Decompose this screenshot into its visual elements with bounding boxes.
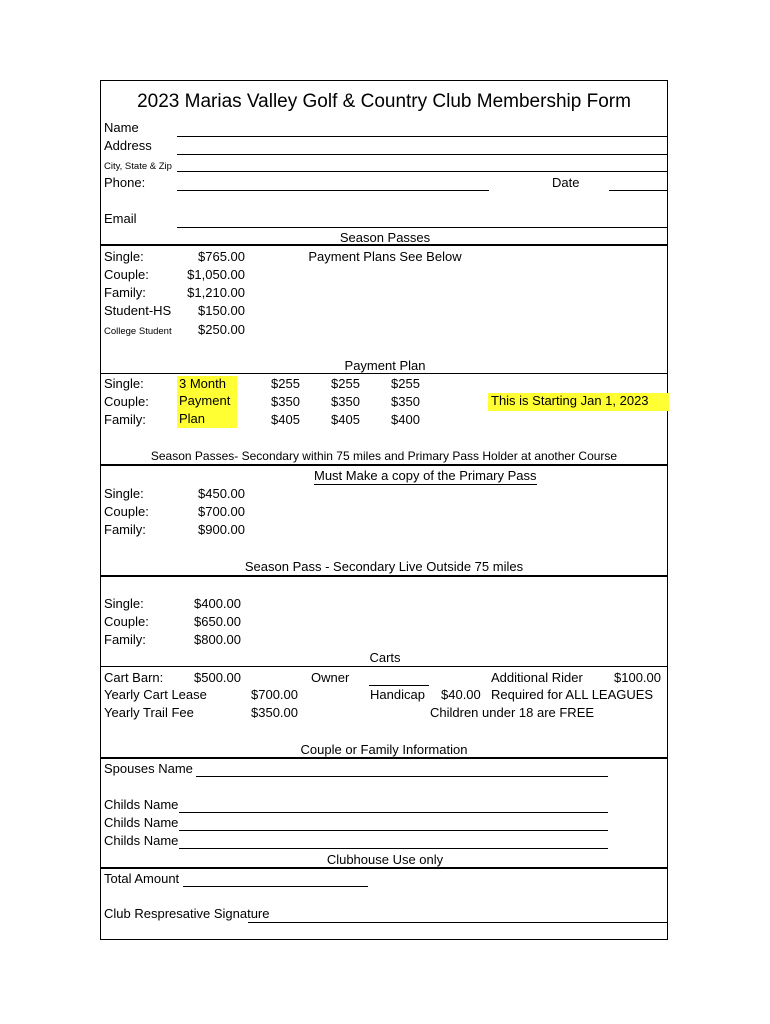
section-divider (101, 575, 667, 577)
handicap-price: $40.00 (441, 687, 481, 702)
membership-form (100, 80, 668, 940)
address-label: Address (104, 138, 152, 153)
secondary-row-label: Couple: (104, 504, 149, 519)
plan-highlight: Plan (177, 411, 237, 428)
plan-row-label: Single: (104, 376, 144, 391)
plan-price: $350 (271, 394, 300, 409)
payment-plan-heading: Payment Plan (344, 358, 426, 373)
season-passes-heading: Season Passes (339, 230, 431, 245)
season-row-price: $250.00 (198, 322, 245, 337)
season-row-price: $1,210.00 (187, 285, 245, 300)
spouse-label: Spouses Name (104, 761, 193, 776)
owner-label: Owner (311, 670, 350, 685)
email-field[interactable] (177, 227, 667, 228)
child-label: Childs Name (104, 833, 179, 848)
season-row-price: $1,050.00 (187, 267, 245, 282)
address-field[interactable] (177, 154, 667, 155)
section-divider (101, 757, 667, 759)
section-divider (101, 244, 667, 246)
plan-price: $405 (271, 412, 300, 427)
season-row-label: Family: (104, 285, 146, 300)
plan-row-label: Couple: (104, 394, 149, 409)
trail-fee-label: Yearly Trail Fee (104, 705, 194, 720)
season-row-label: Couple: (104, 267, 149, 282)
season-passes-subheading: Payment Plans See Below (308, 249, 462, 264)
name-label: Name (104, 120, 139, 135)
plan-price: $350 (331, 394, 360, 409)
clubhouse-heading: Clubhouse Use only (326, 852, 444, 867)
children-note: Children under 18 are FREE (430, 705, 595, 720)
handicap-label: Handicap (370, 687, 425, 702)
total-amount-field[interactable] (183, 886, 368, 887)
phone-field[interactable] (177, 190, 489, 191)
page-title: 2023 Marias Valley Golf & Country Club Membership Form (137, 91, 631, 112)
outside-row-label: Family: (104, 632, 146, 647)
secondary-row-label: Family: (104, 522, 146, 537)
secondary-row-price: $700.00 (198, 504, 245, 519)
child-name-field[interactable] (179, 812, 608, 813)
signature-label: Club Respresative Signature (104, 906, 270, 921)
plan-price: $405 (331, 412, 360, 427)
city-field[interactable] (177, 171, 667, 172)
child-name-field[interactable] (179, 830, 608, 831)
cart-barn-label: Cart Barn: (104, 670, 164, 685)
plan-price: $255 (391, 376, 420, 391)
phone-label: Phone: (104, 175, 146, 190)
plan-price: $400 (391, 412, 420, 427)
handicap-note: Required for ALL LEAGUES (491, 687, 654, 702)
plan-price: $255 (271, 376, 300, 391)
trail-fee-price: $350.00 (251, 705, 298, 720)
plan-price: $255 (331, 376, 360, 391)
section-divider (101, 464, 667, 466)
secondary-row-label: Single: (104, 486, 144, 501)
outside-row-label: Single: (104, 596, 144, 611)
outside-row-price: $650.00 (194, 614, 241, 629)
season-row-label: College Student (104, 326, 172, 337)
secondary-row-price: $900.00 (198, 522, 245, 537)
family-info-heading: Couple or Family Information (300, 742, 468, 757)
child-label: Childs Name (104, 797, 179, 812)
secondary-outside-heading: Season Pass - Secondary Live Outside 75 miles (244, 559, 524, 574)
secondary-within-heading: Season Passes- Secondary within 75 miles and Primary Pass Holder at another Course (150, 449, 618, 463)
date-field[interactable] (609, 190, 667, 191)
season-row-price: $765.00 (198, 249, 245, 264)
plan-highlight: Payment (177, 393, 237, 411)
child-name-field[interactable] (179, 848, 608, 849)
season-row-label: Single: (104, 249, 144, 264)
carts-heading: Carts (369, 650, 401, 665)
section-divider (101, 867, 667, 869)
additional-rider-label: Additional Rider (491, 670, 583, 685)
yearly-lease-price: $700.00 (251, 687, 298, 702)
date-label: Date (552, 175, 580, 190)
city-label: City, State & Zip (104, 161, 172, 172)
signature-field[interactable] (248, 922, 667, 923)
season-row-label: Student-HS (104, 303, 172, 318)
outside-row-price: $800.00 (194, 632, 241, 647)
section-divider (101, 666, 667, 667)
primary-pass-note: Must Make a copy of the Primary Pass (314, 468, 537, 483)
plan-highlight: 3 Month (177, 376, 237, 393)
outside-row-label: Couple: (104, 614, 149, 629)
season-row-price: $150.00 (198, 303, 245, 318)
spouse-field[interactable] (196, 776, 608, 777)
plan-price: $350 (391, 394, 420, 409)
section-divider (101, 373, 667, 374)
name-field[interactable] (177, 136, 667, 137)
yearly-lease-label: Yearly Cart Lease (104, 687, 207, 702)
plan-start-note: This is Starting Jan 1, 2023 (488, 393, 669, 411)
total-amount-label: Total Amount (104, 871, 180, 886)
owner-field[interactable] (369, 685, 429, 686)
additional-rider-price: $100.00 (614, 670, 661, 685)
email-label: Email (104, 211, 137, 226)
plan-row-label: Family: (104, 412, 146, 427)
outside-row-price: $400.00 (194, 596, 241, 611)
secondary-row-price: $450.00 (198, 486, 245, 501)
child-label: Childs Name (104, 815, 179, 830)
cart-barn-price: $500.00 (194, 670, 241, 685)
